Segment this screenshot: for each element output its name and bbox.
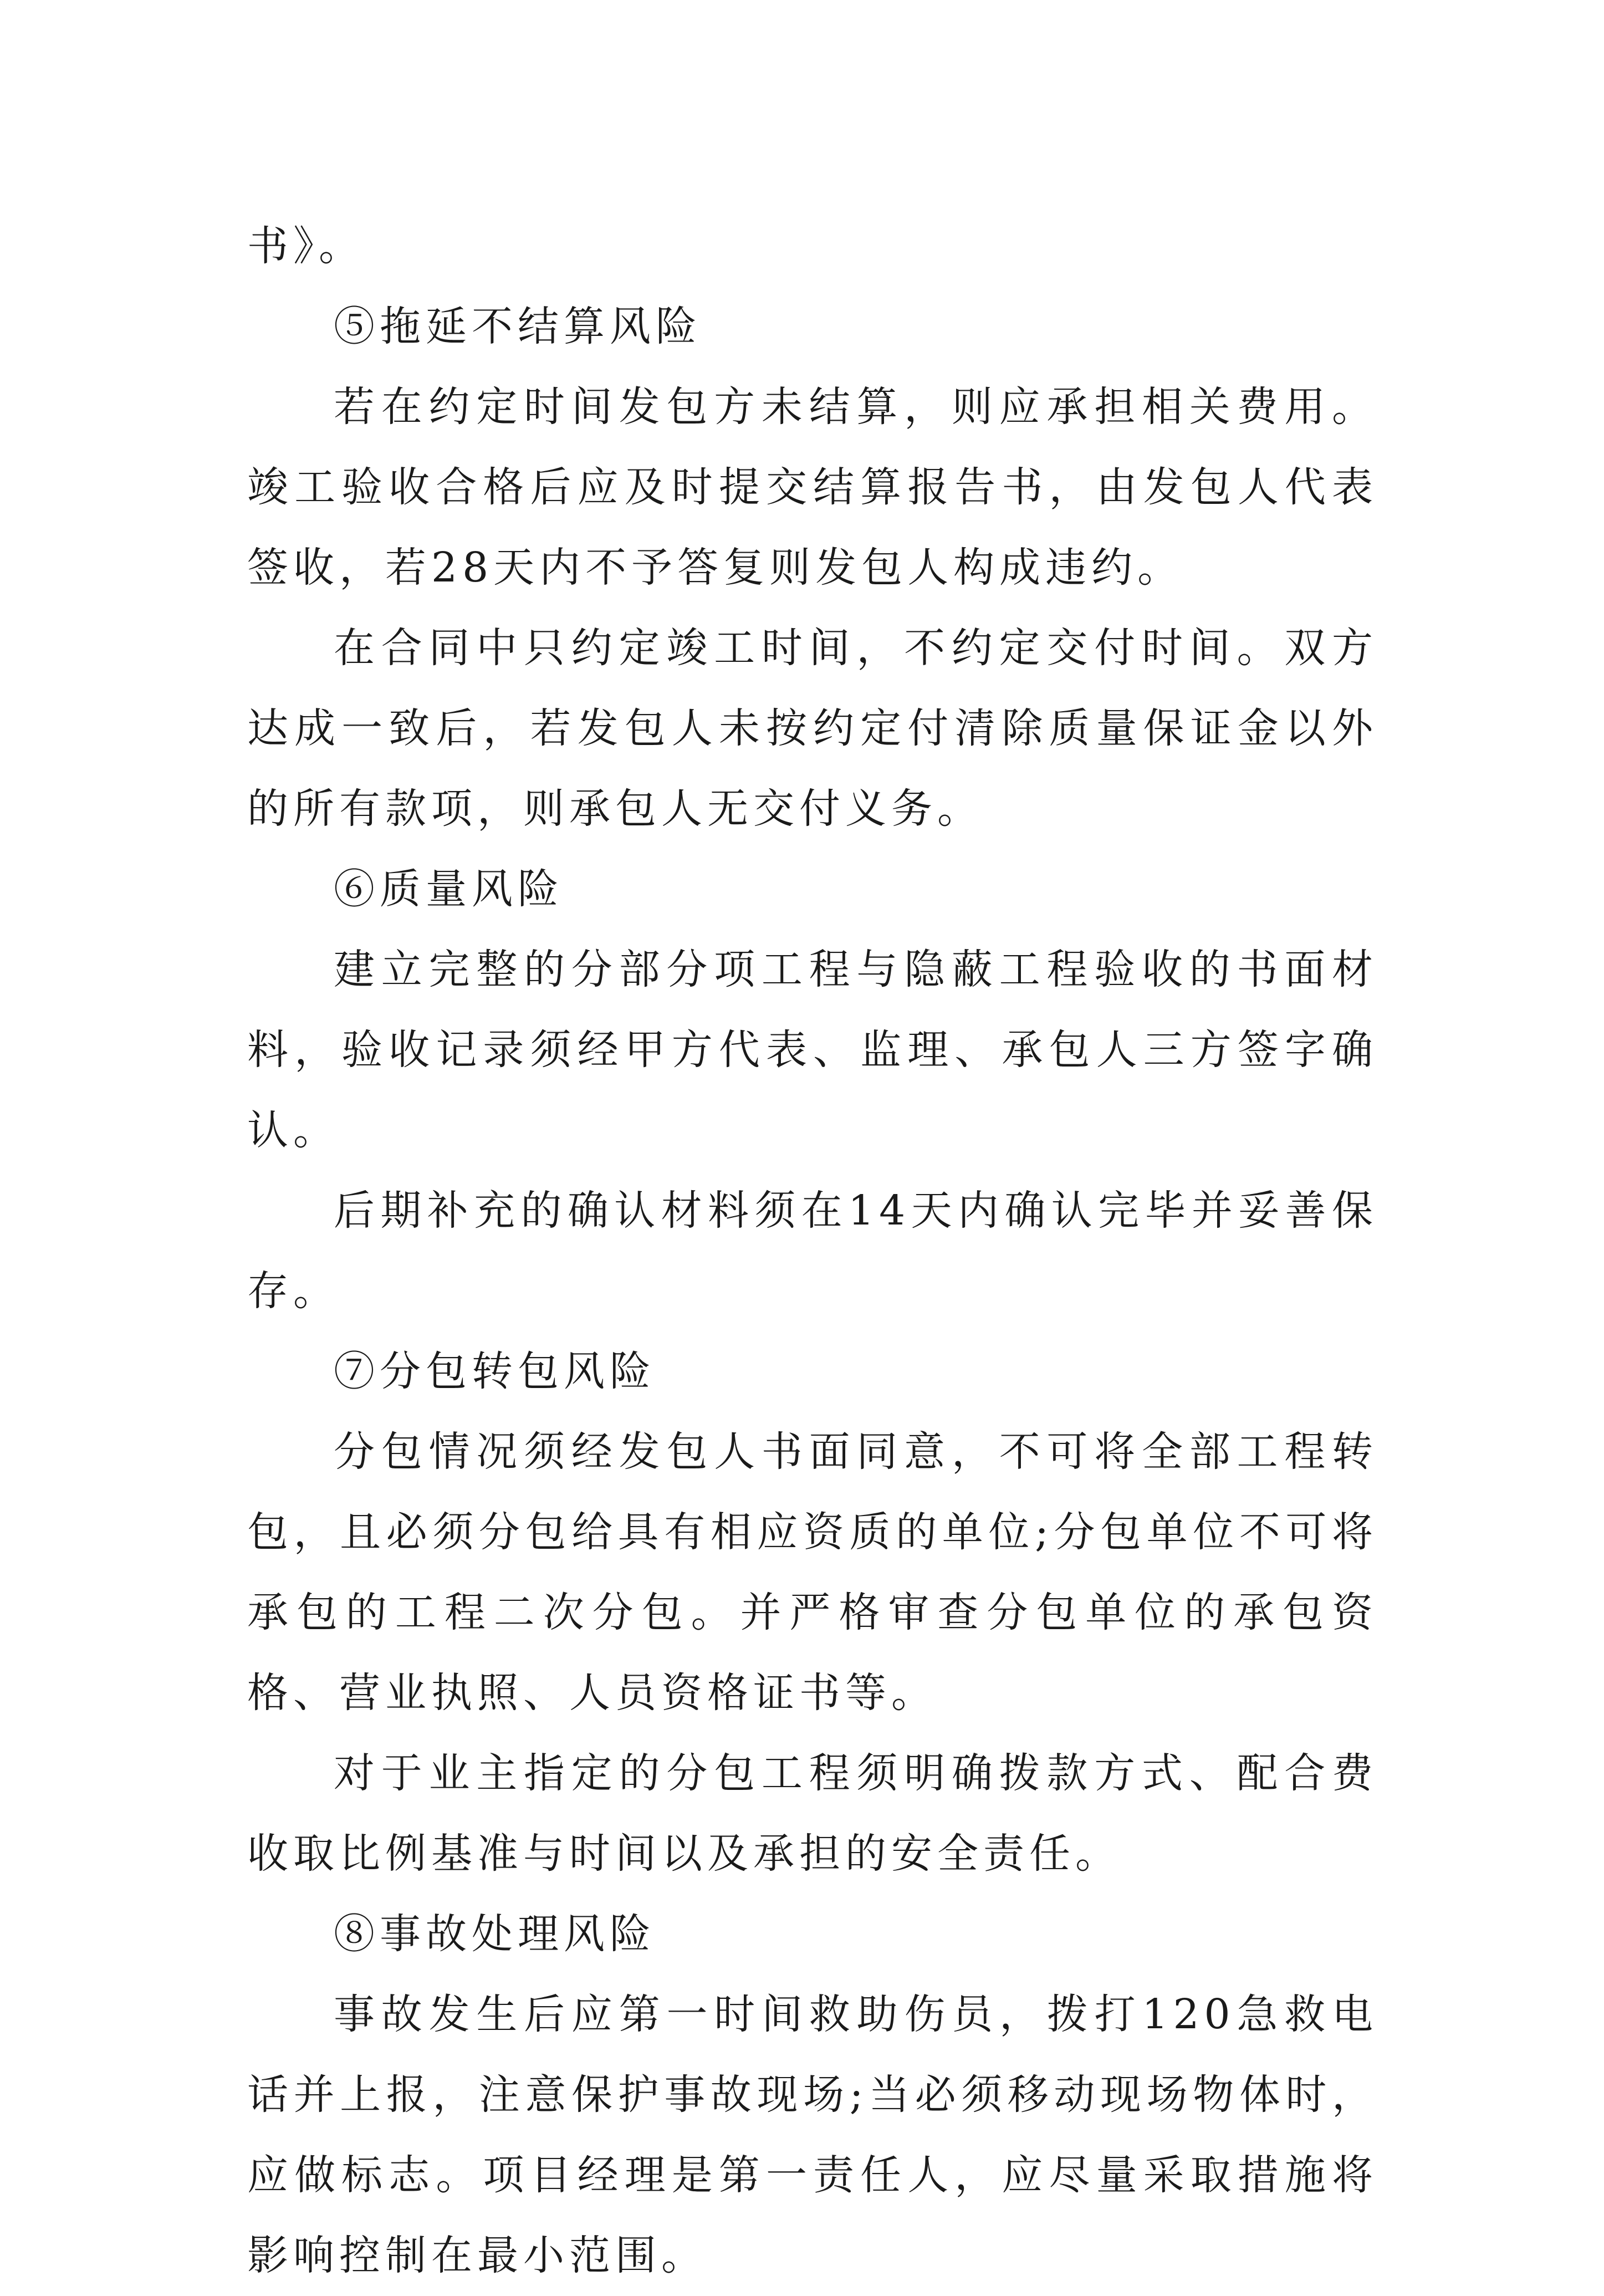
document-body [247,206,1378,2296]
paragraph: 若在约定时间发包方未结算，则应承担相关费用。竣工验收合格后应及时提交结算报告书，由发包人代表签收，若28天内不予答复则发包人构成违约。 [247,383,1378,591]
section-heading-quality-risk: ⑥质量风险 [334,865,564,913]
paragraph-continuation: 书》。 [247,222,365,270]
paragraph: 建立完整的分部分项工程与隐蔽工程验收的书面材料，验收记录须经甲方代表、监理、承包人三方签字确认。 [247,946,1378,1154]
paragraph: 对于业主指定的分包工程须明确拨款方式、配合费收取比例基准与时间以及承担的安全责任。 [247,1749,1378,1877]
section-heading-subcontract-risk: ⑦分包转包风险 [334,1348,656,1395]
paragraph: 分包情况须经发包人书面同意，不可将全部工程转包，且必须分包给具有相应资质的单位;分包单位不可将承包的工程二次分包。并严格审查分包单位的承包资格、营业执照、人员资格证书等。 [247,1428,1378,1717]
section-heading-settlement-delay: ⑤拖延不结算风险 [334,303,702,350]
section-heading-accident-risk: ⑧事故处理风险 [334,1910,656,1958]
paragraph: 事故发生后应第一时间救助伤员，拨打120急救电话并上报，注意保护事故现场;当必须移动现场物体时，应做标志。项目经理是第一责任人，应尽量采取措施将影响控制在最小范围。 [247,1991,1378,2279]
paragraph: 后期补充的确认材料须在14天内确认完毕并妥善保存。 [247,1187,1378,1315]
paragraph: 在合同中只约定竣工时间，不约定交付时间。双方达成一致后，若发包人未按约定付清除质量保证金以外的所有款项，则承包人无交付义务。 [247,624,1378,833]
